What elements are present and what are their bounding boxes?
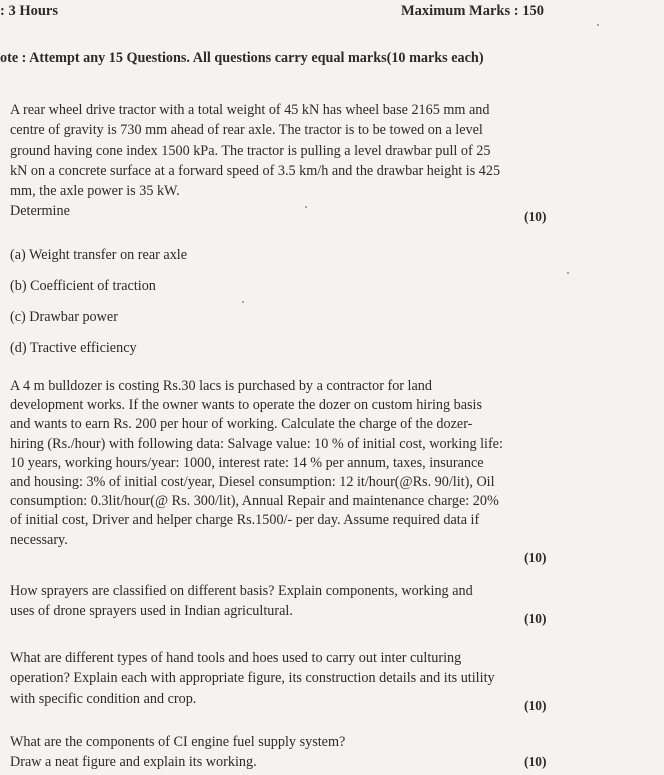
question-line: Draw a neat figure and explain its working. (10, 754, 257, 771)
question-line: ground having cone index 1500 kPa. The tractor is pulling a level drawbar pull of 25 (10, 142, 491, 159)
scan-speck (242, 301, 244, 303)
question-1-marks: (10) (524, 209, 547, 224)
question-3-marks: (10) (524, 611, 547, 626)
question-line: and housing: 3% of initial cost/year, Diesel consumption: 12 it/hour(@Rs. 90/lit), Oil (10, 474, 495, 491)
question-1-part-d: (d) Tractive efficiency (10, 340, 137, 356)
question-line: development works. If the owner wants to operate the dozer on custom hiring basis (10, 397, 483, 414)
question-line: A rear wheel drive tractor with a total weight of 45 kN has wheel base 2165 mm and (10, 102, 490, 118)
scan-speck (597, 24, 599, 26)
question-line: consumption: 0.3lit/hour(@ Rs. 300/lit), Annual Repair and maintenance charge: 20% (10, 493, 499, 510)
question-2 (10, 377, 530, 550)
question-line: with specific condition and crop. (10, 690, 197, 707)
maximum-marks: Maximum Marks : 150 (401, 3, 544, 19)
question-line: and wants to earn Rs. 200 per hour of working. Calculate the charge of the dozer- (10, 416, 473, 433)
question-line: Determine (10, 203, 70, 220)
exam-duration: : 3 Hours (0, 3, 58, 19)
question-1-part-a: (a) Weight transfer on rear axle (10, 247, 188, 263)
question-line: How sprayers are classified on different basis? Explain components, working and (10, 583, 473, 599)
question-line: What are the components of CI engine fuel supply system? (10, 734, 346, 750)
scan-speck (567, 272, 569, 274)
question-line: uses of drone sprayers used in Indian agricultural. (10, 603, 293, 620)
question-line: centre of gravity is 730 mm ahead of rear axle. The tractor is to be towed on a level (10, 122, 483, 139)
question-3 (10, 581, 530, 622)
question-1-part-c: (c) Drawbar power (10, 309, 118, 325)
question-line: What are different types of hand tools and hoes used to carry out inter culturing (10, 650, 462, 666)
question-line: necessary. (10, 531, 68, 548)
scan-speck (305, 206, 307, 208)
question-1 (10, 100, 530, 222)
question-line: A 4 m bulldozer is costing Rs.30 lacs is purchased by a contractor for land (10, 378, 432, 394)
question-line: mm, the axle power is 35 kW. (10, 183, 180, 200)
question-line: kN on a concrete surface at a forward speed of 3.5 km/h and the drawbar height is 425 (10, 162, 501, 179)
question-line: operation? Explain each with appropriate figure, its construction details and its utility (10, 670, 495, 687)
question-line: of initial cost, Driver and helper charge Rs.1500/- per day. Assume required data if (10, 512, 480, 529)
question-5 (10, 732, 530, 773)
question-line: 10 years, working hours/year: 1000, interest rate: 14 % per annum, taxes, insurance (10, 454, 484, 471)
exam-note: ote : Attempt any 15 Questions. All questions carry equal marks(10 marks each) (0, 50, 484, 66)
question-1-part-b: (b) Coefficient of traction (10, 278, 156, 294)
question-5-marks: (10) (524, 754, 547, 769)
question-line: hiring (Rs./hour) with following data: Salvage value: 10 % of initial cost, working life: (10, 435, 503, 452)
question-4 (10, 648, 530, 709)
question-4-marks: (10) (524, 698, 547, 713)
question-2-marks: (10) (524, 550, 547, 565)
